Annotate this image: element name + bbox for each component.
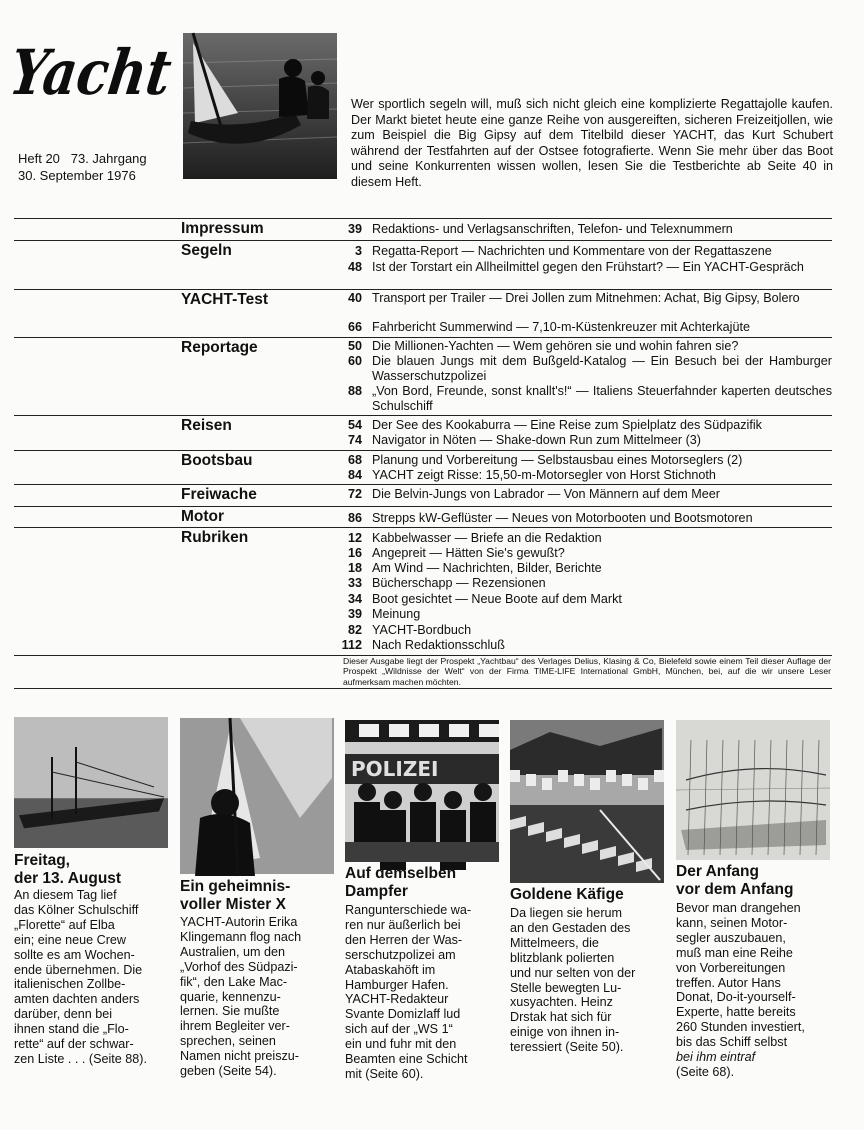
sailor-silhouette-photo-icon: [180, 718, 334, 874]
teaser-text-line: blitzblank polierten: [510, 950, 615, 965]
contents-entry: [330, 384, 832, 414]
section-title: Reportage: [181, 339, 258, 356]
page-number: 18: [347, 561, 362, 575]
teaser-title: [345, 865, 456, 901]
entry-title: Die blauen Jungs mit dem Bußgeld-Katalog — Ein Besuch bei der Hamburger Wasserschutzpolizei: [372, 354, 832, 384]
section-rule: [14, 337, 832, 338]
contents-entry: [330, 339, 832, 354]
teaser-title-line: Dampfer: [345, 883, 408, 900]
section-title: YACHT-Test: [181, 291, 268, 308]
teaser-text-line: xusyachten. Heinz: [510, 995, 613, 1010]
teaser-text-line: ein und fuhr mit den: [345, 1037, 457, 1052]
page-number: 112: [341, 638, 362, 652]
teaser-text-line: Bevor man drangehen: [676, 901, 801, 915]
teaser-text-line: an den Gestaden des: [510, 920, 631, 935]
contents-entry: [330, 291, 832, 306]
section-title: Rubriken: [181, 529, 249, 546]
page-number: 48: [347, 260, 362, 274]
section-title: Segeln: [181, 242, 232, 259]
teaser-photo: [14, 717, 168, 848]
entry-title: Regatta-Report — Nachrichten und Kommentare von der Regattaszene: [372, 244, 772, 258]
teaser-text-line: einige von ihnen in-: [510, 1025, 620, 1040]
page-number: 86: [347, 511, 362, 525]
teaser-text-line: Atabaskahöft im: [345, 962, 436, 977]
teaser-text-line: sprechen, seinen: [180, 1034, 276, 1049]
teaser-title: [14, 852, 121, 888]
contents-entry: [330, 592, 832, 607]
teaser-title-line: vor dem Anfang: [676, 881, 794, 898]
entry-title: Transport per Trailer — Drei Jollen zum Mitnehmen: Achat, Big Gipsy, Bolero: [372, 291, 800, 305]
teaser-text-line: Experte, hatte bereits: [676, 1005, 796, 1020]
teaser-text-line: zen Liste . . . (Seite 88).: [14, 1051, 147, 1066]
entry-title: Redaktions- und Verlagsanschriften, Telefon- und Telexnummern: [372, 222, 733, 236]
teaser-photo: [676, 720, 830, 860]
section-rule: [14, 415, 832, 416]
teaser-text-line: fik“, den Lake Mac-: [180, 974, 288, 989]
teaser-text-line: bis das Schiff selbst: [676, 1035, 788, 1050]
section-title: Reisen: [181, 417, 232, 434]
teaser-text-line: quarie, kennenzu-: [180, 989, 281, 1004]
page-number: 39: [347, 607, 362, 621]
contents-entry: [330, 320, 832, 335]
page-number: 33: [347, 576, 362, 590]
entry-title: „Von Bord, Freunde, sonst knallt's!“ — Italiens Steuerfahnder kaperten deutsches Schulschiff: [372, 384, 832, 414]
entry-title: Angepreit — Hätten Sie's gewußt?: [372, 546, 565, 560]
teaser-text-line: ren nur äußerlich bei: [345, 917, 461, 932]
section-rule: [14, 527, 832, 528]
teaser-text-line: sollte es am Wochen-: [14, 947, 135, 962]
teaser-text-line: italienischen Zollbe-: [14, 977, 126, 992]
teaser-text-line: Svante Domizlaff lud: [345, 1007, 461, 1022]
teaser-text-line: sich auf der „WS 1“: [345, 1022, 453, 1037]
contents-entry: [330, 354, 832, 384]
teaser-text-line: YACHT-Autorin Erika: [180, 915, 298, 929]
contents-entry: [330, 638, 832, 653]
page-number: 84: [347, 468, 362, 482]
teaser-text-line: Namen nicht preiszu-: [180, 1049, 299, 1064]
teaser-text-line: Da liegen sie herum: [510, 906, 623, 920]
section-rule: [14, 450, 832, 451]
page-number: 16: [347, 546, 362, 560]
entry-title: YACHT-Bordbuch: [372, 623, 472, 637]
page-number: 3: [354, 244, 362, 258]
teaser-text: [676, 901, 805, 1080]
teaser-text-line: (Seite 68).: [676, 1064, 735, 1079]
teaser-text: [180, 915, 301, 1079]
entry-title: Fahrbericht Summerwind — 7,10-m-Küstenkreuzer mit Achterkajüte: [372, 320, 750, 334]
svg-text:POLIZEI: POLIZEI: [351, 757, 439, 781]
section-title: Motor: [181, 508, 225, 525]
contents-entry: [330, 453, 832, 468]
tall-ship-photo-icon: [14, 717, 168, 848]
page-number: 68: [347, 453, 362, 467]
entry-title: Strepps kW-Geflüster — Neues von Motorbooten und Bootsmotoren: [372, 511, 753, 525]
section-title: Freiwache: [181, 486, 257, 503]
page-number: 50: [347, 339, 362, 353]
contents-entry: [330, 244, 832, 259]
entry-title: Boot gesichtet — Neue Boote auf dem Markt: [372, 592, 622, 606]
yacht-logo: [5, 20, 207, 120]
teaser-text-line: Hamburger Hafen.: [345, 977, 449, 992]
teaser-text-line: segler auszubauen,: [676, 930, 786, 945]
contents-entry: [330, 468, 832, 483]
section-title: Bootsbau: [181, 452, 253, 469]
page-number: 12: [347, 531, 362, 545]
teaser-text-line: Australien, um den: [180, 944, 286, 959]
bottom-rule: [14, 688, 832, 689]
contents-entry: [330, 260, 832, 275]
teaser-text-line: amten dachten anders: [14, 992, 140, 1007]
section-title: Impressum: [181, 220, 264, 237]
issue-date: 30. September 1976: [18, 168, 136, 183]
entry-title: Bücherschapp — Rezensionen: [372, 576, 546, 590]
teaser-text-line: Rangunterschiede wa-: [345, 903, 472, 917]
section-rule: [14, 240, 832, 241]
page-number: 39: [347, 222, 362, 236]
teaser-text-line: bei ihm eintraf: [676, 1050, 756, 1065]
section-rule: [14, 506, 832, 507]
page-number: 74: [347, 433, 362, 447]
entry-title: Der See des Kookaburra — Eine Reise zum Spielplatz des Südpazifik: [372, 418, 762, 432]
contents-entry: [330, 607, 832, 622]
teaser-text-line: von Vorbereitungen: [676, 960, 786, 975]
teaser-text-line: Stelle bewegten Lu-: [510, 980, 622, 995]
teaser-text-line: Beamten eine Schicht: [345, 1052, 468, 1067]
cover-photo: [183, 33, 337, 179]
entry-title: Navigator in Nöten — Shake-down Run zum Mittelmeer (3): [372, 433, 701, 447]
teaser-text-line: geben (Seite 54).: [180, 1064, 277, 1079]
teaser-title-line: Goldene Käfige: [510, 886, 624, 903]
insert-notice: Dieser Ausgabe liegt der Prospekt „Yachtbau“ des Verlages Delius, Klasing & Co, Bielefeld sowie einem Teil dieser Auflage der Prospekt „Wildnisse der Welt“ von der Firma TIME-LIFE International GmbH, München, bei, auf die wir unsere Leser aufmerksam machen möchten.: [343, 656, 831, 687]
contents-entry: [330, 222, 832, 237]
teaser-title: [180, 878, 290, 914]
page-number: 40: [347, 291, 362, 305]
contents-entry: [330, 623, 832, 638]
teaser-title-line: Auf demselben: [345, 865, 457, 882]
entry-title: Die Millionen-Yachten — Wem gehören sie und wohin fahren sie?: [372, 339, 739, 353]
page-number: 88: [347, 384, 362, 398]
entry-title: YACHT zeigt Risse: 15,50-m-Motorsegler von Horst Stichnoth: [372, 468, 716, 482]
contents-entry: [330, 418, 832, 433]
contents-entry: [330, 531, 832, 546]
teaser-text-line: den Herren der Was-: [345, 932, 463, 947]
teaser-text-line: teressiert (Seite 50).: [510, 1040, 624, 1055]
teaser-title-line: Ein geheimnis-: [180, 878, 291, 895]
contents-entry: [330, 511, 832, 526]
teaser-title: [676, 863, 793, 899]
page-number: 66: [347, 320, 362, 334]
teaser-title-line: voller Mister X: [180, 896, 286, 913]
teaser-text-line: mit (Seite 60).: [345, 1066, 424, 1081]
teaser-text-line: und nur selten von der: [510, 965, 636, 980]
teaser-text-line: treffen. Autor Hans: [676, 975, 781, 990]
page-number: 72: [347, 487, 362, 501]
page-number: 60: [347, 354, 362, 368]
teaser-photo: [180, 718, 334, 874]
contents-entry: [330, 487, 832, 502]
section-rule: [14, 218, 832, 219]
page-number: 54: [347, 418, 362, 432]
issue-number: Heft 20 73. Jahrgang: [18, 151, 147, 166]
teaser-text-line: serschutzpolizei am: [345, 947, 456, 962]
teaser-text-line: lernen. Sie mußte: [180, 1004, 280, 1019]
entry-title: Ist der Torstart ein Allheilmittel gegen den Frühstart? — Ein YACHT-Gespräch: [372, 260, 804, 274]
teaser-title-line: Freitag,: [14, 852, 70, 869]
teaser-photo: [345, 720, 499, 862]
section-rule: [14, 289, 832, 290]
teaser-text-line: „Vorhof des Südpazi-: [180, 959, 298, 974]
page-number: 34: [347, 592, 362, 606]
teaser-text: [345, 903, 471, 1082]
teaser-text-line: 260 Stunden investiert,: [676, 1020, 805, 1035]
page-number: 82: [347, 623, 362, 637]
yacht-logo-text: Yacht: [5, 36, 207, 109]
teaser-text-line: ihrem Begleiter ver-: [180, 1019, 290, 1034]
teaser-text: [510, 906, 635, 1055]
teaser-text-line: muß man eine Reihe: [676, 945, 793, 960]
contents-entry: [330, 561, 832, 576]
teaser-text-line: ende übernehmen. Die: [14, 962, 143, 977]
teaser-title-line: Der Anfang: [676, 863, 759, 880]
teaser-title-line: der 13. August: [14, 870, 122, 887]
contents-entry: [330, 576, 832, 591]
marina-photo-icon: [510, 720, 664, 883]
sailing-dinghy-photo-icon: [183, 33, 337, 179]
entry-title: Planung und Vorbereitung — Selbstausbau eines Motorseglers (2): [372, 453, 743, 467]
teaser-text: [14, 888, 147, 1067]
contents-entry: [330, 546, 832, 561]
teaser-text-line: ihnen stand die „Flo-: [14, 1022, 129, 1037]
section-rule: [14, 484, 832, 485]
contents-entry: [330, 433, 832, 448]
teaser-photo: [510, 720, 664, 883]
teaser-text-line: kann, seinen Motor-: [676, 915, 788, 930]
teaser-title: [510, 886, 624, 904]
entry-title: Am Wind — Nachrichten, Bilder, Berichte: [372, 561, 602, 575]
teaser-text-line: YACHT-Redakteur: [345, 992, 449, 1007]
police-crew-photo-icon: [345, 720, 499, 862]
teaser-text-line: „Florette“ auf Elba: [14, 917, 115, 932]
teaser-text-line: Mittelmeers, die: [510, 935, 599, 950]
entry-title: Meinung: [372, 607, 421, 621]
teaser-text-line: Drstak hat sich für: [510, 1010, 612, 1025]
teaser-text-line: rette“ auf der schwar-: [14, 1037, 134, 1052]
teaser-text-line: Donat, Do-it-yourself-: [676, 990, 796, 1005]
teaser-text-line: darüber, denn bei: [14, 1007, 113, 1022]
entry-title: Die Belvin-Jungs von Labrador — Von Männern auf dem Meer: [372, 487, 720, 501]
teaser-text-line: Klingemann flog nach: [180, 929, 302, 944]
teaser-text-line: An diesem Tag lief: [14, 888, 117, 902]
entry-title: Kabbelwasser — Briefe an die Redaktion: [372, 531, 602, 545]
teaser-text-line: das Kölner Schulschiff: [14, 902, 139, 917]
intro-paragraph: Wer sportlich segeln will, muß sich nicht gleich eine komplizierte Regattajolle kaufen. Der Markt bietet heute eine ganze Reihe von ausgereiften, sicheren Freizeitjollen, wie zum Beispiel die Big Gipsy auf dem Titelbild dieser YACHT, das Kurt Schubert während der Testfahrten auf der Ostsee fotografierte. Wenn Sie mehr über das Boot und seine Konkurrenten wissen wollen, lesen Sie die Testberichte ab Seite 40 in diesem Heft.: [351, 97, 833, 189]
issue-info: [18, 150, 147, 184]
teaser-text-line: ein; eine neue Crew: [14, 932, 127, 947]
entry-title: Nach Redaktionsschluß: [372, 638, 505, 652]
hull-drawing-photo-icon: [676, 720, 830, 860]
